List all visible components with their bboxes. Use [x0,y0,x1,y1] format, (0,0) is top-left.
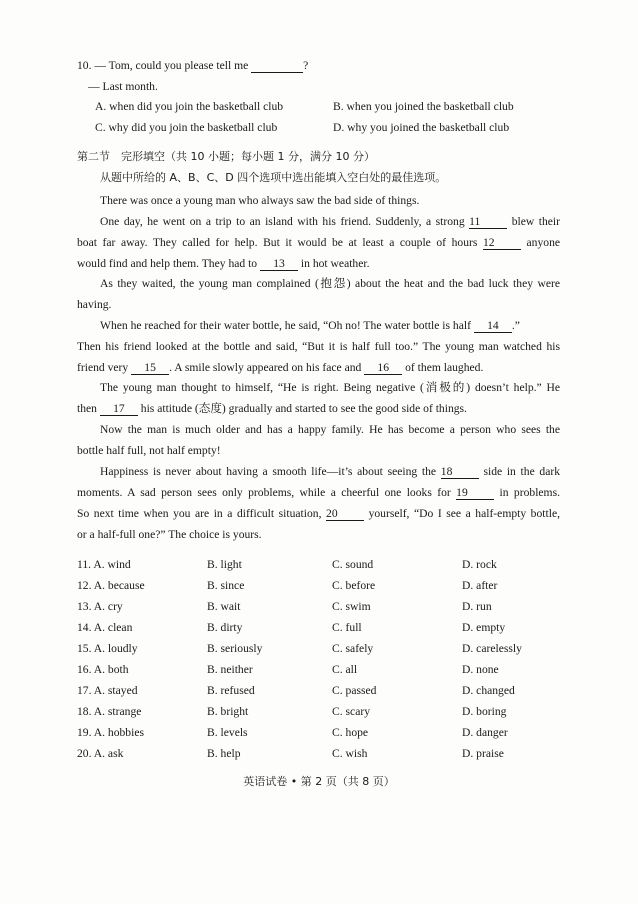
choice-13-a: 13. A. cry [77,600,123,613]
blank-16: 16 [364,361,402,375]
choice-18-b: B. bright [207,705,249,718]
choice-20-a: 20. A. ask [77,747,124,760]
question-10-blank [251,59,303,73]
choice-19-b: B. levels [207,726,248,739]
question-10-option-c: C. why did you join the basketball club [95,121,278,134]
choice-16-d: D. none [462,663,499,676]
blank-19: 19 [456,486,494,500]
blank-13: 13 [260,257,298,271]
section-instruction: 从题中所给的 A、B、C、D 四个选项中选出能填入空白处的最佳选项。 [100,171,447,184]
choice-20-b: B. help [207,747,241,760]
blank-18: 18 [441,465,479,479]
choice-19-c: C. hope [332,726,369,739]
passage-line: Now the man is much older and has a happy family. He has become a person who sees the [100,423,560,436]
choice-18-c: C. scary [332,705,370,718]
question-10-option-b: B. when you joined the basketball club [333,100,514,113]
choice-16-a: 16. A. both [77,663,129,676]
passage-line: So next time when you are in a difficult situation, 20 yourself, “Do I see a half-empty bottle, [77,507,560,520]
passage-line: friend very 15 . A smile slowly appeared on his face and 16 of them laughed. [77,361,484,374]
choice-12-d: D. after [462,579,498,592]
question-10-option-d: D. why you joined the basketball club [333,121,510,134]
question-10-mark: ? [303,59,309,72]
choice-17-d: D. changed [462,684,515,697]
choice-11-b: B. light [207,558,242,571]
choice-11-c: C. sound [332,558,374,571]
passage-line: One day, he went on a trip to an island with his friend. Suddenly, a strong 11 blew their [100,215,560,228]
choice-16-c: C. all [332,663,358,676]
blank-14: 14 [474,319,512,333]
passage-line: then 17 his attitude (态度) gradually and started to see the good side of things. [77,402,467,415]
blank-11: 11 [469,215,507,229]
blank-17: 17 [100,402,138,416]
blank-15: 15 [131,361,169,375]
choice-20-d: D. praise [462,747,504,760]
choice-12-b: B. since [207,579,245,592]
section-title: 第二节 完形填空（共 10 小题；每小题 1 分，满分 10 分） [77,150,375,163]
passage-line: boat far away. They called for help. But it would be at least a couple of hours 12 anyone [77,236,561,249]
choice-15-b: B. seriously [207,642,263,655]
passage-line: would find and help them. They had to 13 in hot weather. [77,257,370,270]
choice-17-c: C. passed [332,684,377,697]
passage-line: having. [77,298,112,311]
passage-line: There was once a young man who always saw the bad side of things. [100,194,420,207]
choice-13-b: B. wait [207,600,241,613]
choice-15-d: D. carelessly [462,642,522,655]
choice-14-d: D. empty [462,621,506,634]
question-10-stem [77,58,308,74]
question-10-text: 10. — Tom, could you please tell me [77,59,249,72]
choice-11-a: 11. A. wind [77,558,131,571]
blank-12: 12 [483,236,521,250]
choice-11-d: D. rock [462,558,497,571]
question-10-option-a: A. when did you join the basketball club [95,100,284,113]
choice-13-d: D. run [462,600,492,613]
passage-line: Then his friend looked at the bottle and said, “But it is half full too.” The young man watched his [77,340,560,353]
choice-15-c: C. safely [332,642,374,655]
page-footer: 英语试卷 • 第 2 页（共 8 页） [243,775,395,788]
passage-line: moments. A sad person sees only problems, while a cheerful one looks for 19 in problems. [77,486,560,499]
choice-16-b: B. neither [207,663,253,676]
choice-18-d: D. boring [462,705,507,718]
question-10-answer: — Last month. [88,80,158,93]
choice-17-a: 17. A. stayed [77,684,138,697]
passage-line: The young man thought to himself, “He is right. Being negative (消极的) doesn’t help.” He [100,381,560,394]
choice-18-a: 18. A. strange [77,705,142,718]
choice-17-b: B. refused [207,684,255,697]
passage-line: Happiness is never about having a smooth life—it’s about seeing the 18 side in the dark [100,465,561,478]
choice-14-c: C. full [332,621,362,634]
passage-line: When he reached for their water bottle, he said, “Oh no! The water bottle is half 14 .” [100,319,520,332]
passage-line: bottle half full, not half empty! [77,444,221,457]
choice-20-c: C. wish [332,747,368,760]
blank-20: 20 [326,507,364,521]
choice-13-c: C. swim [332,600,371,613]
choice-12-c: C. before [332,579,376,592]
passage-line: or a half-full one?” The choice is yours. [77,528,262,541]
passage-line: As they waited, the young man complained (抱怨) about the heat and the bad luck they were [100,277,560,290]
choice-19-d: D. danger [462,726,508,739]
choice-14-b: B. dirty [207,621,243,634]
choice-12-a: 12. A. because [77,579,145,592]
choice-15-a: 15. A. loudly [77,642,138,655]
choice-19-a: 19. A. hobbies [77,726,144,739]
choice-14-a: 14. A. clean [77,621,133,634]
